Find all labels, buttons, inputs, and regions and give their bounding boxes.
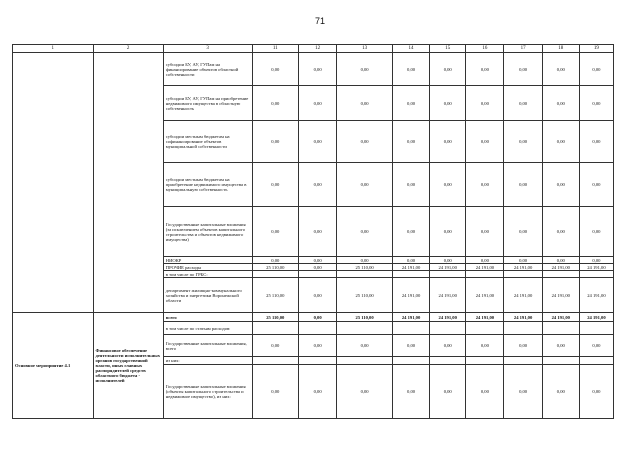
column-header: 16 [466, 45, 504, 53]
value-cell: 0,00 [579, 207, 613, 257]
value-cell: 0,00 [466, 335, 504, 357]
value-cell: 0,00 [252, 86, 298, 121]
value-cell [299, 271, 337, 278]
value-cell: 0,00 [579, 163, 613, 207]
value-cell: 0,00 [466, 365, 504, 419]
row-description: субсидии местным бюджетам на софинансирование объектов муниципальной собственности [163, 121, 252, 163]
value-cell: 0,00 [504, 365, 542, 419]
value-cell: 0,00 [337, 335, 393, 357]
value-cell: 0,00 [392, 86, 429, 121]
value-cell: 24 191,00 [504, 313, 542, 322]
value-cell: 0,00 [430, 53, 466, 86]
value-cell: 0,00 [299, 278, 337, 313]
value-cell: 25 110,00 [252, 313, 298, 322]
value-cell [299, 357, 337, 365]
row-description: Государственные капитальные вложения, всего [163, 335, 252, 357]
value-cell: 0,00 [392, 121, 429, 163]
value-cell: 0,00 [466, 53, 504, 86]
value-cell: 0,00 [299, 86, 337, 121]
value-cell: 0,00 [299, 121, 337, 163]
empty-cell [93, 53, 163, 313]
value-cell: 0,00 [504, 121, 542, 163]
column-header: 1 [13, 45, 94, 53]
event-title: Финансовое обеспечение деятельности исполнительных органов государственной власти, иных главных распорядителей средств областного бюджета - исполнителей [93, 313, 163, 419]
value-cell: 24 191,00 [579, 264, 613, 271]
value-cell [542, 357, 579, 365]
value-cell: 24 191,00 [466, 264, 504, 271]
value-cell [579, 322, 613, 335]
value-cell: 24 191,00 [392, 278, 429, 313]
value-cell [392, 271, 429, 278]
value-cell [392, 322, 429, 335]
page-number: 71 [314, 16, 325, 26]
value-cell: 0,00 [337, 163, 393, 207]
value-cell: 0,00 [542, 163, 579, 207]
value-cell: 0,00 [430, 365, 466, 419]
value-cell: 24 191,00 [504, 264, 542, 271]
column-header: 11 [252, 45, 298, 53]
value-cell: 0,00 [430, 121, 466, 163]
value-cell: 24 191,00 [466, 278, 504, 313]
value-cell [504, 322, 542, 335]
value-cell [466, 357, 504, 365]
value-cell: 25 110,00 [252, 264, 298, 271]
row-description: Государственные капитальные вложения (объекты капитального строительства и недвижимое имущество), из них: [163, 365, 252, 419]
value-cell [430, 357, 466, 365]
value-cell: 0,00 [430, 86, 466, 121]
value-cell: 0,00 [430, 207, 466, 257]
value-cell: 0,00 [504, 53, 542, 86]
column-header: 2 [93, 45, 163, 53]
value-cell: 0,00 [579, 335, 613, 357]
value-cell: 0,00 [504, 86, 542, 121]
value-cell [504, 271, 542, 278]
column-header: 14 [392, 45, 429, 53]
value-cell: 0,00 [392, 53, 429, 86]
value-cell: 0,00 [299, 207, 337, 257]
value-cell: 0,00 [542, 53, 579, 86]
value-cell: 0,00 [299, 257, 337, 264]
value-cell: 0,00 [337, 365, 393, 419]
value-cell [542, 271, 579, 278]
value-cell: 0,00 [542, 335, 579, 357]
value-cell: 24 191,00 [579, 313, 613, 322]
value-cell: 0,00 [504, 257, 542, 264]
row-description: НИОКР [163, 257, 252, 264]
row-description: субсидии местным бюджетам на приобретение недвижимого имущества в муниципальную собственность [163, 163, 252, 207]
value-cell: 0,00 [392, 335, 429, 357]
table-row [13, 53, 614, 86]
value-cell: 0,00 [542, 121, 579, 163]
value-cell: 0,00 [392, 163, 429, 207]
value-cell: 24 191,00 [542, 264, 579, 271]
value-cell: 0,00 [430, 335, 466, 357]
row-description: в том числе по статьям расходов: [163, 322, 252, 335]
event-number: Основное мероприятие 4.1 [13, 313, 94, 419]
value-cell: 24 191,00 [430, 313, 466, 322]
value-cell: 0,00 [466, 163, 504, 207]
value-cell [466, 271, 504, 278]
value-cell: 24 191,00 [542, 313, 579, 322]
table-row [13, 313, 614, 322]
value-cell: 0,00 [299, 313, 337, 322]
row-description: Государственные капитальные вложения (за исключением объектов капитального строительства и объектов недвижимого имущества) [163, 207, 252, 257]
value-cell: 0,00 [337, 207, 393, 257]
value-cell: 25 110,00 [337, 313, 393, 322]
value-cell: 0,00 [579, 53, 613, 86]
value-cell [392, 357, 429, 365]
row-description: субсидии БУ, АУ, ГУПам на финансирование объектов областной собственности [163, 53, 252, 86]
row-description: из них: [163, 357, 252, 365]
value-cell: 0,00 [392, 257, 429, 264]
value-cell: 24 191,00 [430, 264, 466, 271]
value-cell: 24 191,00 [579, 278, 613, 313]
value-cell [337, 322, 393, 335]
value-cell: 0,00 [392, 207, 429, 257]
value-cell: 0,00 [252, 365, 298, 419]
value-cell: 0,00 [466, 121, 504, 163]
value-cell: 0,00 [299, 264, 337, 271]
value-cell: 0,00 [504, 207, 542, 257]
column-header: 3 [163, 45, 252, 53]
value-cell: 0,00 [579, 86, 613, 121]
value-cell [430, 271, 466, 278]
value-cell: 0,00 [252, 121, 298, 163]
value-cell: 0,00 [542, 207, 579, 257]
column-header: 12 [299, 45, 337, 53]
value-cell [504, 357, 542, 365]
value-cell: 0,00 [252, 163, 298, 207]
value-cell: 0,00 [542, 365, 579, 419]
value-cell: 0,00 [466, 257, 504, 264]
column-header: 19 [579, 45, 613, 53]
value-cell: 0,00 [299, 335, 337, 357]
value-cell: 0,00 [392, 365, 429, 419]
value-cell: 24 191,00 [392, 264, 429, 271]
value-cell: 0,00 [542, 86, 579, 121]
value-cell [466, 322, 504, 335]
value-cell [252, 357, 298, 365]
value-cell: 0,00 [299, 163, 337, 207]
column-header: 18 [542, 45, 579, 53]
column-header: 13 [337, 45, 393, 53]
value-cell: 0,00 [299, 365, 337, 419]
value-cell: 0,00 [252, 335, 298, 357]
table-body [13, 45, 614, 419]
header-row [13, 45, 614, 53]
value-cell [337, 357, 393, 365]
value-cell: 0,00 [430, 257, 466, 264]
value-cell: 0,00 [337, 121, 393, 163]
value-cell: 24 191,00 [542, 278, 579, 313]
value-cell [579, 357, 613, 365]
value-cell: 0,00 [579, 121, 613, 163]
value-cell: 24 191,00 [430, 278, 466, 313]
column-header: 15 [430, 45, 466, 53]
value-cell: 0,00 [542, 257, 579, 264]
value-cell [299, 322, 337, 335]
value-cell: 0,00 [337, 257, 393, 264]
value-cell: 0,00 [252, 257, 298, 264]
value-cell: 24 191,00 [392, 313, 429, 322]
budget-table [12, 44, 614, 419]
row-description: ПРОЧИЕ расходы [163, 264, 252, 271]
value-cell: 25 110,00 [337, 264, 393, 271]
value-cell: 0,00 [252, 53, 298, 86]
row-description: всего [163, 313, 252, 322]
value-cell: 0,00 [466, 86, 504, 121]
value-cell: 0,00 [504, 335, 542, 357]
column-header: 17 [504, 45, 542, 53]
value-cell [252, 322, 298, 335]
value-cell: 0,00 [430, 163, 466, 207]
row-description: в том числе по ГРБС: [163, 271, 252, 278]
value-cell: 0,00 [299, 53, 337, 86]
value-cell: 24 191,00 [504, 278, 542, 313]
value-cell [579, 271, 613, 278]
value-cell: 25 110,00 [337, 278, 393, 313]
value-cell [252, 271, 298, 278]
value-cell [542, 322, 579, 335]
value-cell: 0,00 [337, 86, 393, 121]
value-cell: 24 191,00 [466, 313, 504, 322]
value-cell: 0,00 [579, 365, 613, 419]
value-cell: 25 110,00 [252, 278, 298, 313]
row-description: субсидии БУ, АУ, ГУПам на приобретение недвижимого имущества в областную собственность [163, 86, 252, 121]
value-cell [430, 322, 466, 335]
empty-cell [13, 53, 94, 313]
value-cell: 0,00 [252, 207, 298, 257]
value-cell [337, 271, 393, 278]
value-cell: 0,00 [466, 207, 504, 257]
row-description: департамент жилищно-коммунального хозяйства и энергетики Воронежской области [163, 278, 252, 313]
value-cell: 0,00 [337, 53, 393, 86]
value-cell: 0,00 [579, 257, 613, 264]
value-cell: 0,00 [504, 163, 542, 207]
